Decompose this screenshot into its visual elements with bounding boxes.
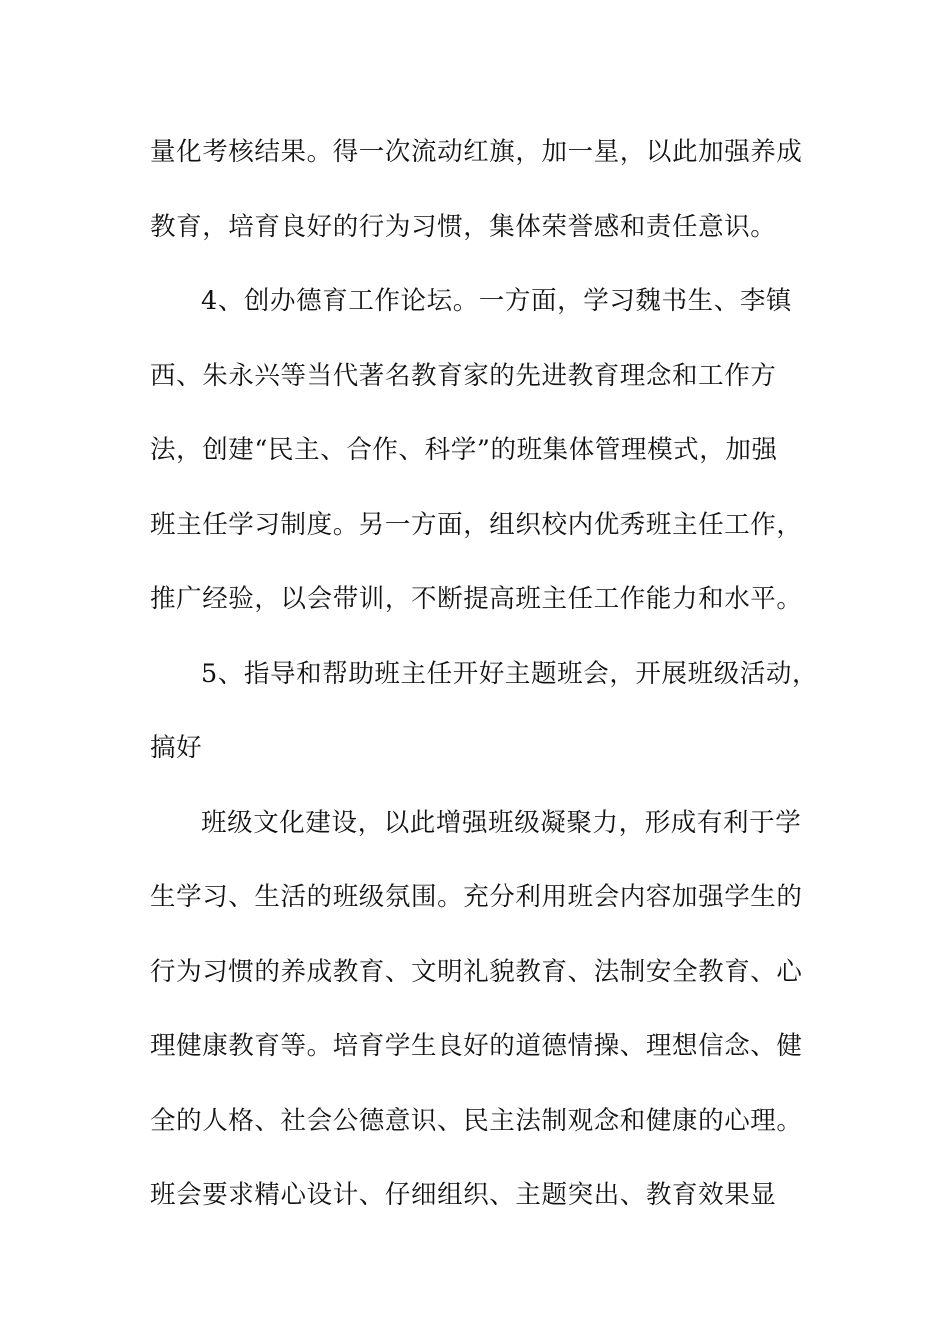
text-line: 教育，培育良好的行为习惯，集体荣誉感和责任意识。: [150, 211, 777, 242]
text-line: 班主任学习制度。另一方面，组织校内优秀班主任工作，: [150, 509, 803, 540]
text-line: 生学习、生活的班级氛围。充分利用班会内容加强学生的: [150, 882, 803, 912]
text-line: 班会要求精心设计、仔细组织、主题突出、教育效果显: [150, 1180, 777, 1210]
text-line: 5、指导和帮助班主任开好主题班会，开展班级活动，: [201, 658, 819, 689]
text-line: 班级文化建设，以此增强班级凝聚力，形成有利于学: [201, 807, 802, 838]
text-line: 推广经验，以会带训，不断提高班主任工作能力和水平。: [150, 584, 803, 614]
text-line: 4、创办德育工作论坛。一方面，学习魏书生、李镇: [201, 286, 793, 316]
document-body: [150, 126, 819, 1244]
text-line: 搞好: [150, 733, 203, 763]
text-line: 西、朱永兴等当代著名教育家的先进教育理念和工作方: [150, 360, 777, 391]
text-line: 理健康教育等。培育学生良好的道德情操、理想信念、健: [150, 1031, 803, 1061]
text-line: 量化考核结果。得一次流动红旗，加一星，以此加强养成: [150, 137, 803, 167]
text-line: 行为习惯的养成教育、文明礼貌教育、法制安全教育、心: [150, 956, 803, 987]
text-line: 全的人格、社会公德意识、民主法制观念和健康的心理。: [150, 1105, 803, 1136]
text-line: 法，创建“民主、合作、科学”的班集体管理模式，加强: [150, 435, 778, 465]
